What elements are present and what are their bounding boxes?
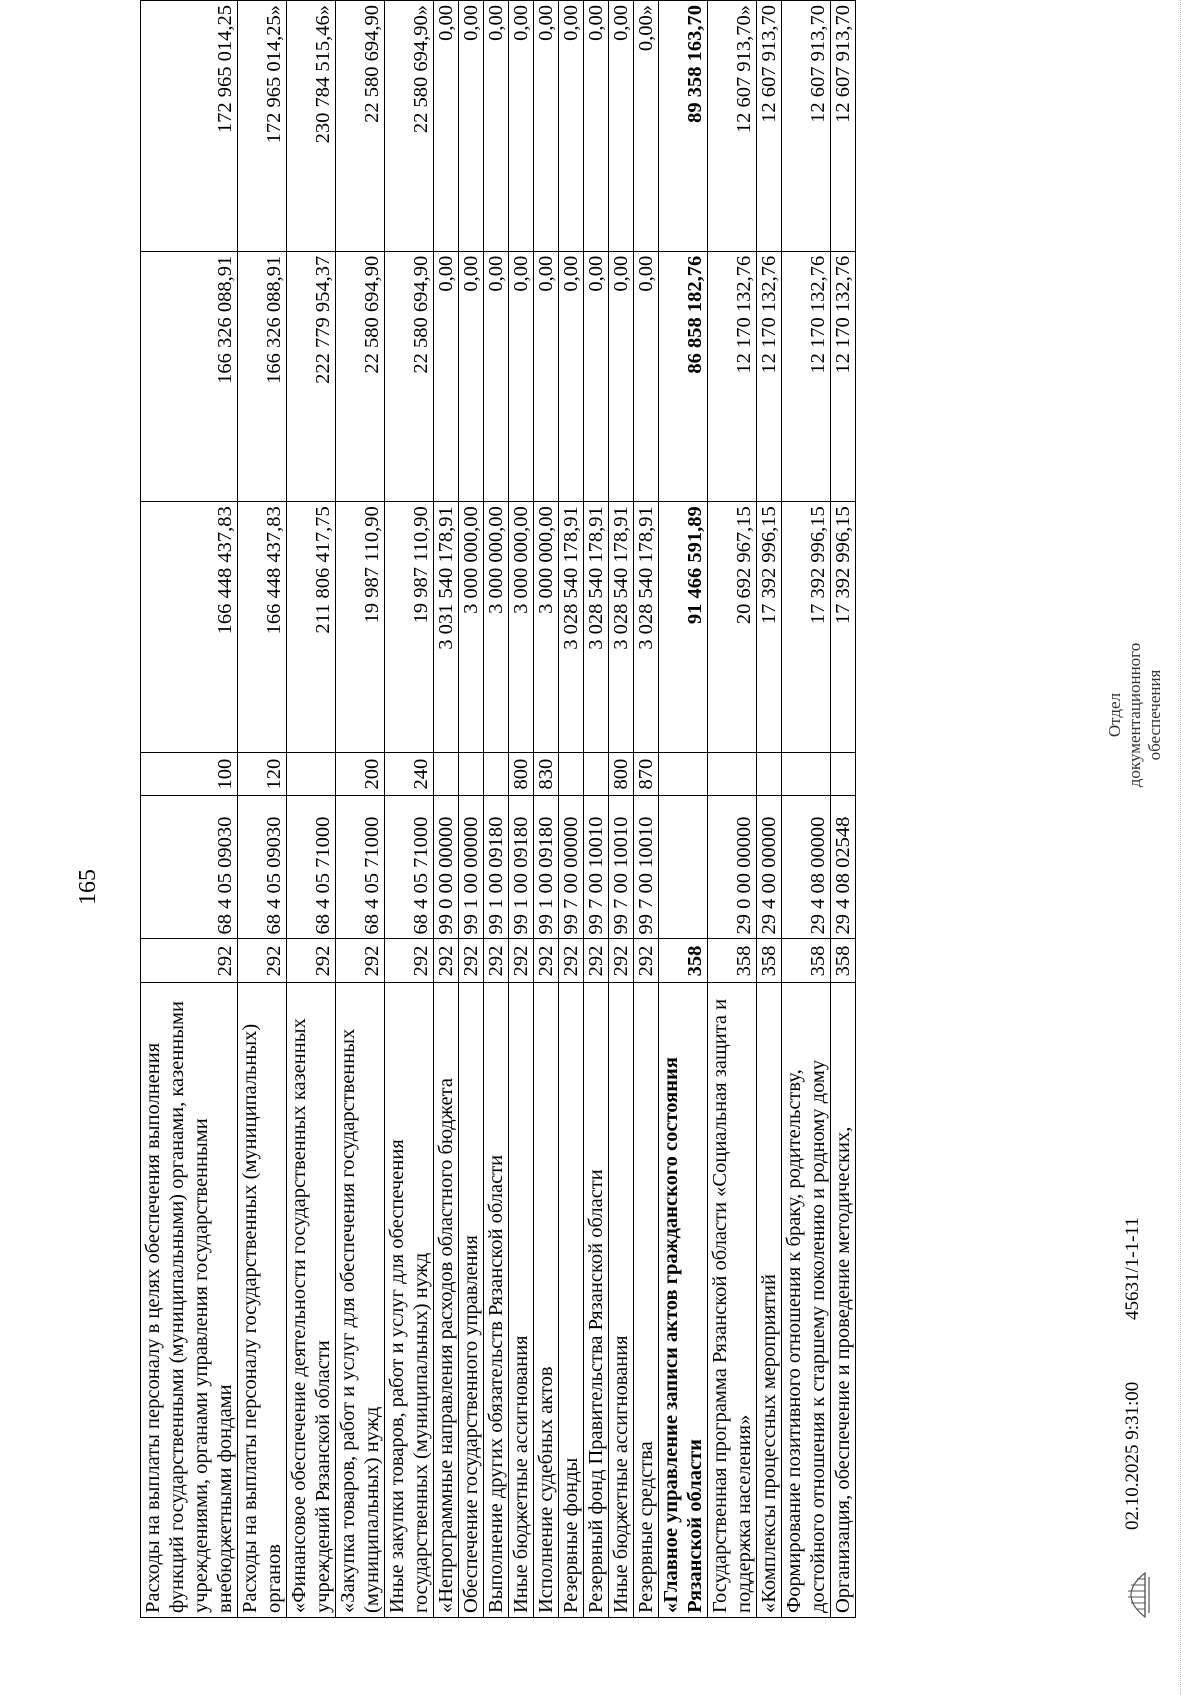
row-vr-cell <box>584 753 609 796</box>
row-sum-2025-cell: 3 000 000,00 <box>459 502 484 753</box>
row-csr-cell: 68 4 05 09030 <box>238 796 287 939</box>
footer-doc-number: 45631/1-1-11 <box>1122 1217 1143 1320</box>
row-vr-cell <box>459 753 484 796</box>
row-sum-2026-cell: 22 580 694,90 <box>336 251 385 501</box>
row-sum-2026-cell: 12 170 132,76 <box>831 251 856 501</box>
row-name-cell: Иные закупки товаров, работ и услуг для обеспечения государственных (муниципальных) нужд <box>385 983 434 1618</box>
row-ved-cell: 358 <box>831 939 856 983</box>
row-ved-cell: 292 <box>238 939 287 983</box>
table-row <box>634 1 659 1618</box>
scan-noise-line <box>1180 0 1183 1695</box>
row-csr-cell: 99 1 00 09180 <box>484 796 509 939</box>
table-row <box>238 1 287 1618</box>
row-sum-2027-cell: 89 358 163,70 <box>659 1 708 252</box>
row-sum-2027-cell: 0,00 <box>559 1 584 252</box>
row-sum-2025-cell: 166 448 437,83 <box>141 502 238 753</box>
row-sum-2026-cell: 0,00 <box>559 251 584 501</box>
row-sum-2027-cell: 230 784 515,46» <box>287 1 336 252</box>
row-sum-2027-cell: 12 607 913,70 <box>831 1 856 252</box>
row-name-cell: Исполнение судебных актов <box>534 983 559 1618</box>
row-csr-cell: 68 4 05 71000 <box>336 796 385 939</box>
row-sum-2027-cell: 0,00 <box>434 1 459 252</box>
page-number: 165 <box>75 869 101 905</box>
row-ved-cell: 358 <box>659 939 708 983</box>
row-vr-cell: 120 <box>238 753 287 796</box>
row-sum-2026-cell: 0,00 <box>484 251 509 501</box>
row-sum-2025-cell: 3 028 540 178,91 <box>584 502 609 753</box>
row-csr-cell: 99 1 00 00000 <box>459 796 484 939</box>
row-csr-cell: 99 7 00 00000 <box>559 796 584 939</box>
table-row <box>141 1 238 1618</box>
row-csr-cell: 99 1 00 09180 <box>509 796 534 939</box>
row-vr-cell: 200 <box>336 753 385 796</box>
row-csr-cell: 29 4 08 00000 <box>782 796 831 939</box>
row-vr-cell <box>559 753 584 796</box>
row-ved-cell: 292 <box>484 939 509 983</box>
table-row <box>659 1 708 1618</box>
table-row <box>757 1 782 1618</box>
row-sum-2025-cell: 17 392 996,15 <box>782 502 831 753</box>
table-row <box>782 1 831 1618</box>
table-row <box>559 1 584 1618</box>
row-sum-2026-cell: 12 170 132,76 <box>708 251 757 501</box>
row-sum-2026-cell: 0,00 <box>609 251 634 501</box>
row-sum-2025-cell: 20 692 967,15 <box>708 502 757 753</box>
row-sum-2027-cell: 12 607 913,70» <box>708 1 757 252</box>
row-name-cell: «Комплексы процессных мероприятий <box>757 983 782 1618</box>
row-name-cell: Обеспечение государственного управления <box>459 983 484 1618</box>
row-name-cell: Резервный фонд Правительства Рязанской области <box>584 983 609 1618</box>
row-ved-cell: 358 <box>782 939 831 983</box>
row-sum-2025-cell: 17 392 996,15 <box>757 502 782 753</box>
department-text: Отдел документационного обеспечения <box>1105 642 1164 788</box>
row-sum-2027-cell: 0,00 <box>584 1 609 252</box>
row-sum-2025-cell: 3 000 000,00 <box>484 502 509 753</box>
table-row <box>484 1 509 1618</box>
row-name-cell: Формирование позитивного отношения к браку, родительству, достойного отношения к старшему поколению и родному дому <box>782 983 831 1618</box>
row-vr-cell: 830 <box>534 753 559 796</box>
row-ved-cell: 292 <box>584 939 609 983</box>
row-sum-2026-cell: 222 779 954,37 <box>287 251 336 501</box>
row-sum-2026-cell: 0,00 <box>534 251 559 501</box>
row-vr-cell: 240 <box>385 753 434 796</box>
row-sum-2025-cell: 17 392 996,15 <box>831 502 856 753</box>
row-vr-cell <box>757 753 782 796</box>
row-vr-cell <box>484 753 509 796</box>
table-row <box>831 1 856 1618</box>
row-csr-cell: 99 7 00 10010 <box>609 796 634 939</box>
row-sum-2026-cell: 166 326 088,91 <box>141 251 238 501</box>
row-name-cell: Резервные фонды <box>559 983 584 1618</box>
row-sum-2025-cell: 3 028 540 178,91 <box>559 502 584 753</box>
table-row <box>609 1 634 1618</box>
row-csr-cell: 68 4 05 71000 <box>385 796 434 939</box>
row-sum-2027-cell: 172 965 014,25 <box>141 1 238 252</box>
row-ved-cell: 358 <box>708 939 757 983</box>
row-ved-cell: 292 <box>287 939 336 983</box>
budget-table <box>140 0 856 1618</box>
table-row <box>385 1 434 1618</box>
row-sum-2026-cell: 86 858 182,76 <box>659 251 708 501</box>
row-ved-cell: 292 <box>634 939 659 983</box>
row-csr-cell: 99 0 00 00000 <box>434 796 459 939</box>
row-sum-2027-cell: 22 580 694,90» <box>385 1 434 252</box>
row-sum-2027-cell: 0,00 <box>459 1 484 252</box>
row-ved-cell: 292 <box>559 939 584 983</box>
row-vr-cell <box>782 753 831 796</box>
row-csr-cell: 29 0 00 00000 <box>708 796 757 939</box>
row-name-cell: Организация, обеспечение и проведение методических, <box>831 983 856 1618</box>
row-sum-2027-cell: 0,00 <box>534 1 559 252</box>
row-name-cell: Резервные средства <box>634 983 659 1618</box>
row-vr-cell: 800 <box>509 753 534 796</box>
row-sum-2027-cell: 0,00 <box>484 1 509 252</box>
row-sum-2025-cell: 19 987 110,90 <box>385 502 434 753</box>
duma-logo <box>1115 1565 1155 1625</box>
row-csr-cell: 99 7 00 10010 <box>584 796 609 939</box>
row-sum-2025-cell: 19 987 110,90 <box>336 502 385 753</box>
row-ved-cell: 292 <box>509 939 534 983</box>
row-csr-cell: 29 4 00 00000 <box>757 796 782 939</box>
row-sum-2026-cell: 0,00 <box>634 251 659 501</box>
row-vr-cell <box>434 753 459 796</box>
row-name-cell: «Главное управление записи актов гражданского состояния Рязанской области <box>659 983 708 1618</box>
row-ved-cell: 292 <box>534 939 559 983</box>
row-sum-2026-cell: 166 326 088,91 <box>238 251 287 501</box>
table-row <box>584 1 609 1618</box>
department-stamp <box>1105 625 1165 805</box>
table-row <box>534 1 559 1618</box>
row-sum-2025-cell: 3 000 000,00 <box>509 502 534 753</box>
row-sum-2026-cell: 0,00 <box>459 251 484 501</box>
row-ved-cell: 292 <box>336 939 385 983</box>
table-row <box>509 1 534 1618</box>
table-row <box>708 1 757 1618</box>
row-csr-cell: 29 4 08 02548 <box>831 796 856 939</box>
table-row <box>459 1 484 1618</box>
row-sum-2026-cell: 0,00 <box>584 251 609 501</box>
row-csr-cell: 99 7 00 10010 <box>634 796 659 939</box>
row-sum-2027-cell: 0,00 <box>609 1 634 252</box>
row-name-cell: Иные бюджетные ассигнования <box>509 983 534 1618</box>
row-sum-2025-cell: 91 466 591,89 <box>659 502 708 753</box>
row-name-cell: Выполнение других обязательств Рязанской области <box>484 983 509 1618</box>
row-name-cell: Расходы на выплаты персоналу государственных (муниципальных) органов <box>238 983 287 1618</box>
row-sum-2025-cell: 166 448 437,83 <box>238 502 287 753</box>
row-ved-cell: 358 <box>757 939 782 983</box>
row-sum-2025-cell: 3 031 540 178,91 <box>434 502 459 753</box>
row-ved-cell: 292 <box>459 939 484 983</box>
row-name-cell: Иные бюджетные ассигнования <box>609 983 634 1618</box>
row-name-cell: Расходы на выплаты персоналу в целях обеспечения выполнения функций государственными (муниципальными) органами, казенными учреждениями, органами управления государственными внебюджетными фондами <box>141 983 238 1618</box>
table-row <box>434 1 459 1618</box>
row-sum-2026-cell: 0,00 <box>509 251 534 501</box>
row-vr-cell: 100 <box>141 753 238 796</box>
row-ved-cell: 292 <box>609 939 634 983</box>
row-sum-2026-cell: 12 170 132,76 <box>782 251 831 501</box>
footer-datetime: 02.10.2025 9:31:00 <box>1122 1381 1143 1530</box>
row-vr-cell <box>287 753 336 796</box>
row-sum-2025-cell: 211 806 417,75 <box>287 502 336 753</box>
row-vr-cell: 870 <box>634 753 659 796</box>
row-sum-2025-cell: 3 000 000,00 <box>534 502 559 753</box>
row-vr-cell: 800 <box>609 753 634 796</box>
row-sum-2027-cell: 12 607 913,70 <box>757 1 782 252</box>
table-row <box>336 1 385 1618</box>
row-ved-cell: 292 <box>385 939 434 983</box>
row-sum-2027-cell: 0,00 <box>509 1 534 252</box>
row-vr-cell <box>659 753 708 796</box>
row-name-cell: «Финансовое обеспечение деятельности государственных казенных учреждений Рязанской области <box>287 983 336 1618</box>
row-csr-cell: 99 1 00 09180 <box>534 796 559 939</box>
row-csr-cell <box>659 796 708 939</box>
row-name-cell: «Непрограммные направления расходов областного бюджета <box>434 983 459 1618</box>
row-ved-cell: 292 <box>141 939 238 983</box>
row-sum-2026-cell: 22 580 694,90 <box>385 251 434 501</box>
row-vr-cell <box>708 753 757 796</box>
row-name-cell: Государственная программа Рязанской области «Социальная защита и поддержка населения» <box>708 983 757 1618</box>
row-name-cell: «Закупка товаров, работ и услуг для обеспечения государственных (муниципальных) нужд <box>336 983 385 1618</box>
row-sum-2026-cell: 12 170 132,76 <box>757 251 782 501</box>
row-sum-2027-cell: 22 580 694,90 <box>336 1 385 252</box>
table-row <box>287 1 336 1618</box>
row-sum-2027-cell: 172 965 014,25» <box>238 1 287 252</box>
row-csr-cell: 68 4 05 71000 <box>287 796 336 939</box>
row-sum-2027-cell: 12 607 913,70 <box>782 1 831 252</box>
row-ved-cell: 292 <box>434 939 459 983</box>
row-sum-2025-cell: 3 028 540 178,91 <box>634 502 659 753</box>
row-sum-2026-cell: 0,00 <box>434 251 459 501</box>
row-vr-cell <box>831 753 856 796</box>
row-sum-2025-cell: 3 028 540 178,91 <box>609 502 634 753</box>
row-sum-2027-cell: 0,00» <box>634 1 659 252</box>
row-csr-cell: 68 4 05 09030 <box>141 796 238 939</box>
